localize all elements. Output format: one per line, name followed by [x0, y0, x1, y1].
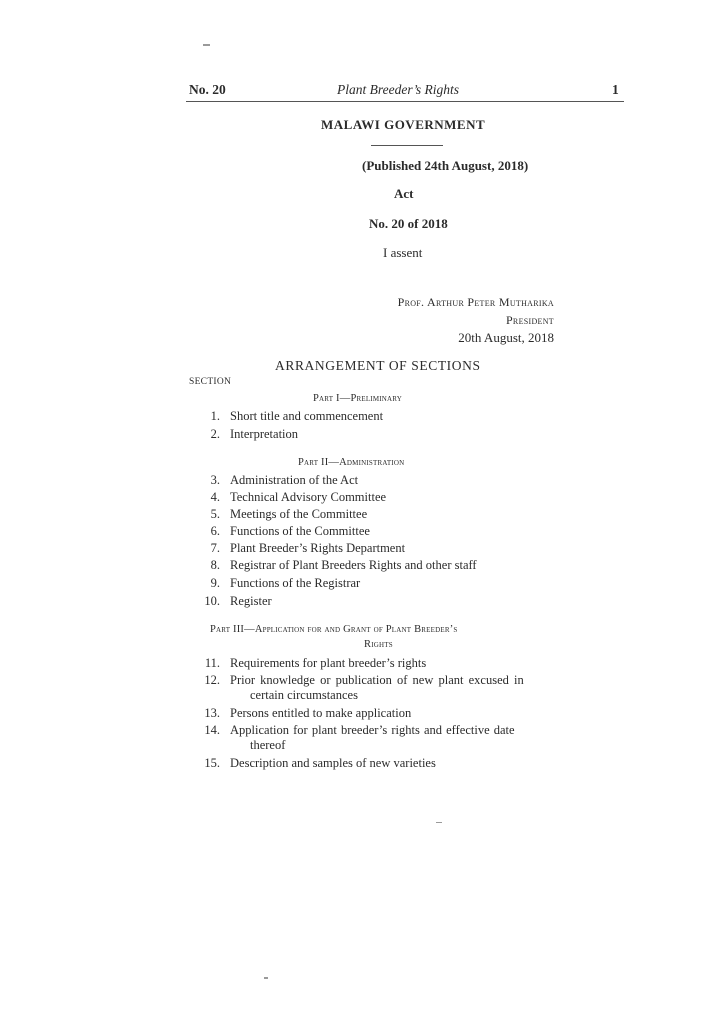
section-number: 6. [210, 524, 220, 538]
section-title: Administration of the Act [230, 473, 359, 487]
section-label: SECTION [189, 377, 232, 387]
section-title: Registrar of Plant Breeders Rights and other staff [230, 558, 477, 572]
section-title: Register [230, 594, 272, 608]
part-heading: Part I—Preliminary [313, 393, 403, 404]
section-title: Meetings of the Committee [230, 507, 368, 521]
section-number: 3. [210, 473, 220, 487]
act-label: Act [394, 186, 414, 201]
section-number: 4. [210, 490, 220, 504]
section-number: 9. [210, 576, 220, 590]
act-number: No. 20 of 2018 [369, 216, 448, 231]
section-number: 12. [204, 673, 220, 687]
section-title: Plant Breeder’s Rights Department [230, 541, 406, 555]
section-title: Prior knowledge or publication of new plant excused in [230, 673, 524, 687]
section-title-continued: certain circumstances [250, 688, 358, 702]
section-title: Persons entitled to make application [230, 706, 412, 720]
section-title: Requirements for plant breeder’s rights [230, 656, 427, 670]
assent-date: 20th August, 2018 [458, 330, 554, 345]
scan-speck [203, 44, 210, 46]
signatory-title: President [505, 313, 554, 327]
part-heading: Part III—Application for and Grant of Plant Breeder’s [210, 624, 458, 635]
section-number: 11. [204, 656, 220, 670]
scan-speck [436, 822, 442, 823]
part-heading-continued: Rights [364, 639, 393, 650]
section-number: 14. [204, 723, 220, 737]
section-title: Application for plant breeder’s rights and effective date [230, 723, 515, 737]
section-title: Functions of the Committee [230, 524, 370, 538]
header-title: Plant Breeder’s Rights [337, 82, 459, 97]
section-number: 10. [204, 594, 220, 608]
published-date: (Published 24th August, 2018) [362, 158, 529, 173]
header-rule [186, 101, 624, 102]
part-heading: Part II—Administration [298, 457, 405, 468]
title-divider [371, 145, 443, 146]
section-number: 15. [204, 756, 220, 770]
section-title: Description and samples of new varieties [230, 756, 436, 770]
scan-speck [264, 977, 268, 979]
section-title-continued: thereof [250, 738, 286, 752]
page-number: 1 [612, 82, 619, 97]
government-heading: MALAWI GOVERNMENT [321, 117, 486, 132]
section-number: 7. [210, 541, 220, 555]
section-number: 8. [210, 558, 220, 572]
section-title: Technical Advisory Committee [230, 490, 387, 504]
signatory-name: Prof. Arthur Peter Mutharika [397, 295, 554, 309]
section-title: Functions of the Registrar [230, 576, 361, 590]
section-number: 2. [210, 427, 220, 441]
section-title: Interpretation [230, 427, 299, 441]
section-number: 5. [210, 507, 220, 521]
arrangement-title: ARRANGEMENT OF SECTIONS [275, 358, 481, 373]
section-number: 1. [210, 409, 220, 423]
section-number: 13. [204, 706, 220, 720]
assent-text: I assent [383, 245, 423, 260]
section-title: Short title and commencement [230, 409, 384, 423]
header-act-number: No. 20 [189, 82, 226, 97]
